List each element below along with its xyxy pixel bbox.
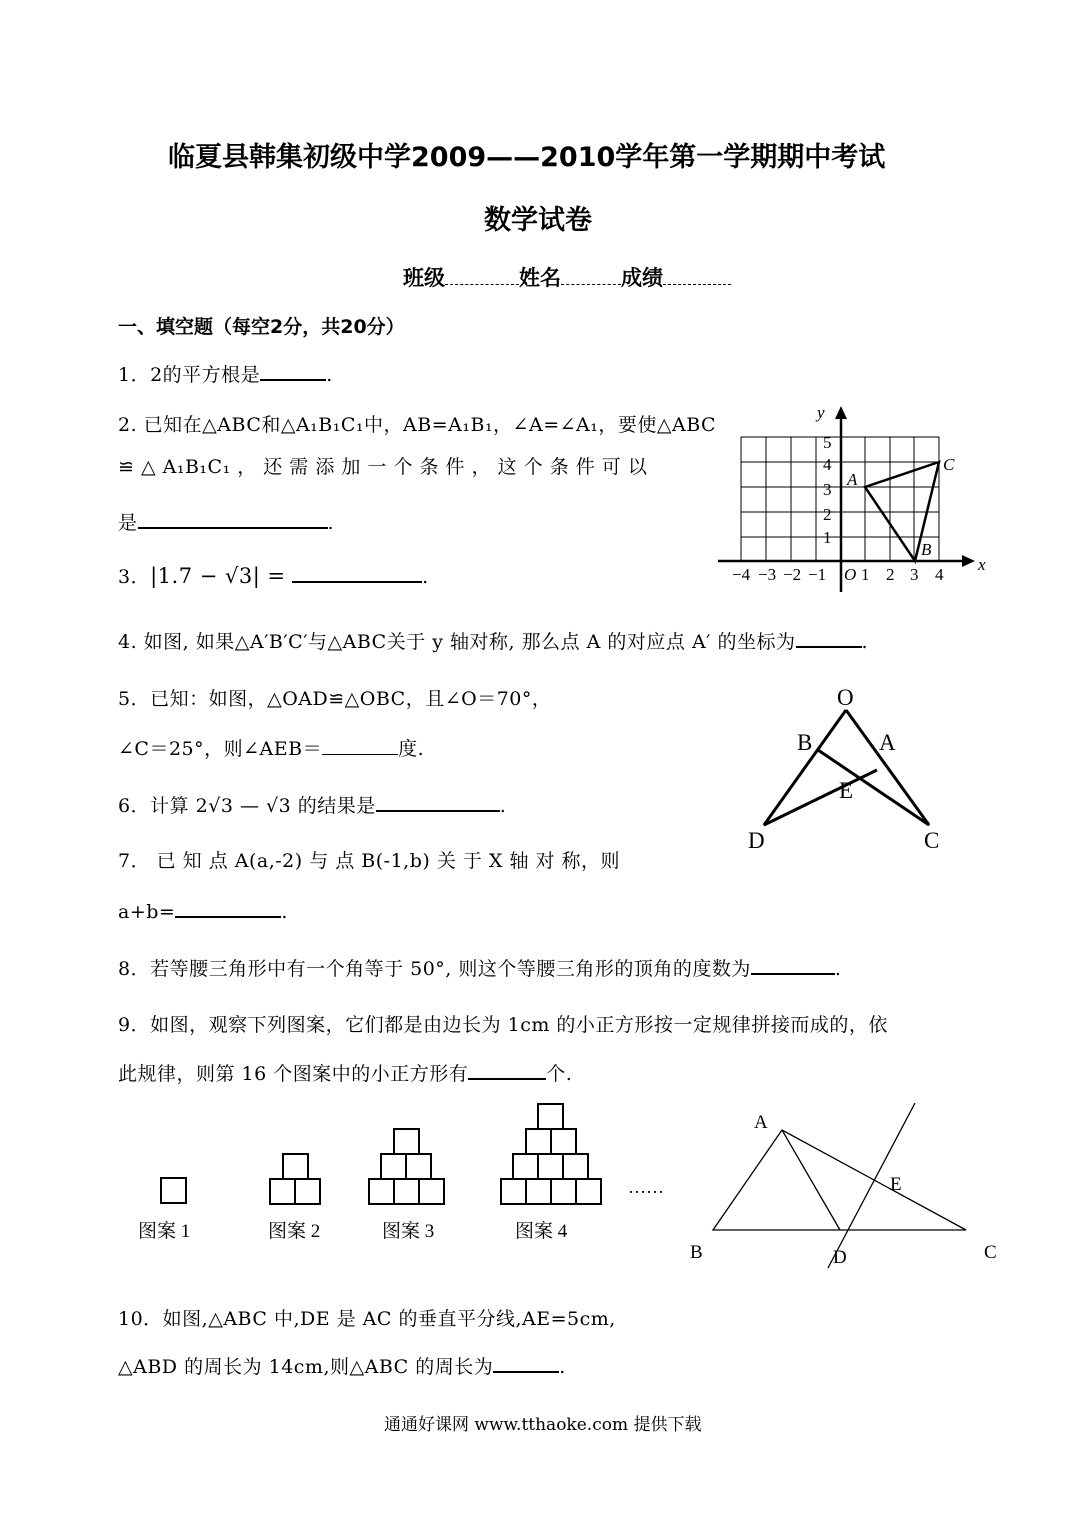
q8-end: . <box>834 958 842 980</box>
x-tick-label: −3 <box>758 565 777 584</box>
y-tick-label: 5 <box>823 433 832 452</box>
q5-blank[interactable] <box>322 736 398 755</box>
q9-end: 个. <box>546 1063 573 1085</box>
y-tick-label: 4 <box>823 455 832 474</box>
score-label: 成绩 <box>621 266 663 290</box>
q8-blank[interactable] <box>751 955 835 975</box>
question-4 <box>118 627 868 654</box>
class-label: 班级 <box>403 266 445 290</box>
question-1 <box>118 360 333 387</box>
pattern-1-label: 图案 1 <box>138 1221 191 1242</box>
q4-blank[interactable] <box>796 628 862 648</box>
label-d: D <box>748 828 765 853</box>
q5-line2-text: ∠C＝25°，则∠AEB＝ <box>118 738 323 760</box>
question-7-line2 <box>118 898 288 923</box>
student-info-row <box>403 262 731 292</box>
x-axis-arrow <box>962 555 975 567</box>
x-tick-label: 4 <box>935 565 944 584</box>
x-tick-label: 1 <box>861 565 870 584</box>
y-tick-label: 3 <box>823 480 832 499</box>
label-e: E <box>839 778 854 803</box>
origin-label: O <box>844 565 857 584</box>
q7-line2-text: a+b= <box>118 901 176 923</box>
q4-end: . <box>861 631 869 653</box>
q6-end: . <box>499 795 507 817</box>
q3-blank[interactable] <box>292 563 422 583</box>
square-patterns-figure <box>130 1095 690 1255</box>
section1-heading: 一、填空题（每空2分，共20分） <box>118 316 405 338</box>
pattern-4 <box>501 1104 601 1204</box>
question-2-line2: ≌ △ A₁B₁C₁ ， 还 需 添 加 一 个 条 件 ， 这 个 条 件 可 以 <box>118 456 648 478</box>
triangle-abc <box>713 1130 966 1230</box>
question-7-line1: 7． 已 知 点 A(a,-2) 与 点 B(-1,b) 关 于 X 轴 对 称，则 <box>118 850 621 872</box>
q6-blank[interactable] <box>376 792 500 812</box>
exam-title: 临夏县韩集初级中学2009——2010学年第一学期期中考试 <box>168 142 886 173</box>
question-9-line1: 9．如图，观察下列图案，它们都是由边长为 1cm 的小正方形按一定规律拼接而成的，依 <box>118 1014 888 1036</box>
q3-prefix: 3． <box>118 566 151 588</box>
q9-blank[interactable] <box>468 1060 546 1080</box>
pattern-ellipsis: …… <box>628 1177 664 1197</box>
q5-end: 度. <box>398 738 425 760</box>
pattern-4-label: 图案 4 <box>515 1221 568 1242</box>
perpendicular-bisector-de <box>828 1103 915 1268</box>
q10-line2-text: △ABD 的周长为 14cm,则△ABC 的周长为 <box>118 1356 494 1378</box>
name-label: 姓名 <box>519 266 561 290</box>
q1-text: 1．2的平方根是 <box>118 364 261 386</box>
q10-end: . <box>559 1356 566 1378</box>
segment-ad <box>782 1130 840 1230</box>
label-a: A <box>879 730 896 755</box>
q7-blank[interactable] <box>175 898 281 918</box>
q10-blank[interactable] <box>493 1353 559 1373</box>
y-axis-label: y <box>817 403 825 422</box>
question-3 <box>118 562 429 589</box>
label-b: B <box>690 1242 703 1263</box>
question-5-line1: 5．已知：如图，△OAD≌△OBC，且∠O＝70°， <box>118 688 552 710</box>
class-field[interactable] <box>445 266 519 285</box>
x-axis-label: x <box>978 555 986 574</box>
q3-end: . <box>422 566 429 588</box>
q4-text: 4. 如图, 如果△A′B′C′与△ABC关于 y 轴对称, 那么点 A 的对应点 A′ 的坐标为 <box>118 631 796 653</box>
x-tick-label: 2 <box>886 565 895 584</box>
q2-end: . <box>327 512 335 534</box>
point-label-c: C <box>943 455 955 474</box>
label-c: C <box>984 1242 997 1263</box>
x-tick-label: −4 <box>732 565 751 584</box>
label-a: A <box>754 1112 768 1133</box>
q1-blank[interactable] <box>260 361 326 381</box>
footer-text: 通通好课网 www.tthaoke.com 提供下载 <box>384 1415 702 1435</box>
label-b: B <box>797 730 813 755</box>
label-d: D <box>833 1247 847 1268</box>
y-axis-arrow <box>835 406 847 419</box>
label-o: O <box>837 685 854 710</box>
question-8 <box>118 954 841 981</box>
triangles-oad-obc-figure <box>740 678 960 858</box>
point-label-b: B <box>921 540 932 559</box>
question-9-line2 <box>118 1059 572 1086</box>
pattern-2 <box>270 1154 320 1204</box>
y-tick-label: 2 <box>823 505 832 524</box>
pattern-1 <box>161 1178 186 1203</box>
label-e: E <box>890 1174 902 1195</box>
q9-line2-text: 此规律，则第 16 个图案中的小正方形有 <box>118 1063 469 1085</box>
question-10-line2 <box>118 1352 566 1379</box>
q6-text: 6．计算 2√3 — √3 的结果是 <box>118 795 376 817</box>
q2-blank[interactable] <box>138 509 328 529</box>
q7-end: . <box>281 901 288 923</box>
q1-end: . <box>326 364 333 386</box>
q8-text: 8．若等腰三角形中有一个角等于 50°, 则这个等腰三角形的顶角的度数为 <box>118 958 751 980</box>
question-6 <box>118 791 506 818</box>
pattern-3-label: 图案 3 <box>382 1221 435 1242</box>
label-c: C <box>924 828 940 853</box>
question-5-line2 <box>118 734 424 761</box>
x-tick-label: −2 <box>783 565 802 584</box>
pattern-3 <box>369 1129 444 1204</box>
score-field[interactable] <box>663 266 731 285</box>
coordinate-grid-figure <box>710 400 1000 595</box>
pattern-2-label: 图案 2 <box>268 1221 321 1242</box>
question-10-line1: 10．如图,△ABC 中,DE 是 AC 的垂直平分线,AE=5cm, <box>118 1308 616 1330</box>
name-field[interactable] <box>561 266 621 285</box>
q2-line3-text: 是 <box>118 512 138 534</box>
exam-subtitle: 数学试卷 <box>484 205 592 236</box>
triangle-abc-bisector-figure <box>680 1098 1020 1273</box>
q3-expression: |1.7 − √3| = <box>150 564 286 588</box>
question-2-line3 <box>118 508 334 535</box>
x-tick-label: 3 <box>910 565 919 584</box>
question-2-line1: 2. 已知在△ABC和△A₁B₁C₁中，AB=A₁B₁，∠A=∠A₁，要使△ABC <box>118 414 717 436</box>
point-label-a: A <box>847 470 858 489</box>
y-tick-label: 1 <box>823 528 832 547</box>
x-tick-label: −1 <box>808 565 827 584</box>
